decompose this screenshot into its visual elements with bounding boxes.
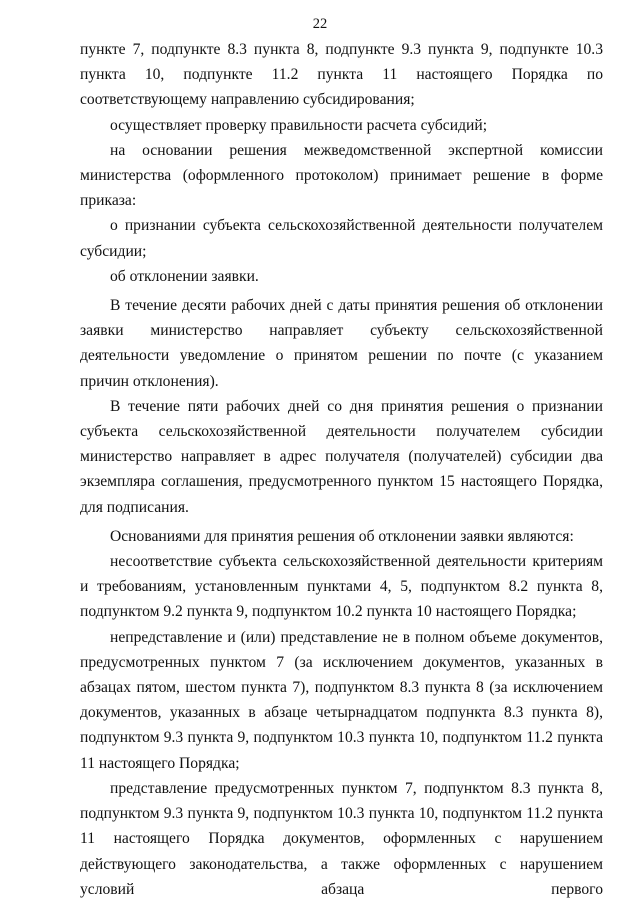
paragraph-continuation: пункте 7, подпункте 8.3 пункта 8, подпункте 9.3 пункта 9, подпункте 10.3 пункта 10, подпункте 11.2 пункта 11 настоящего Порядка по соответствующему направлению субсидирования; — [80, 41, 603, 109]
paragraph-commission-decision: на основании решения межведомственной экспертной комиссии министерства (оформленного протоколом) принимает решение в форме приказа: — [80, 141, 603, 210]
paragraph-rejection: об отклонении заявки. — [110, 267, 259, 285]
paragraph-verification: осуществляет проверку правильности расчета субсидий; — [110, 116, 488, 134]
page-number: 22 — [312, 16, 328, 32]
paragraph-recognition: о признании субъекта сельскохозяйственной деятельности получателем субсидии; — [80, 217, 603, 260]
paragraph-ground-improper-documents: представление предусмотренных пунктом 7, подпунктом 8.3 пункта 8, подпунктом 9.3 пункта 9, подпунктом 10.3 пункта 10, подпунктом 11.2 пункта 11 настоящего Порядка документов, оформленных с нарушением действующего законодательства, а также оформленных с нарушением условий абзаца первого — [80, 779, 603, 898]
paragraph-ground-missing-documents: непредставление и (или) представление не в полном объеме документов, предусмотренных пунктом 7 (за исключением документов, указанных в абзацах пятом, шестом пункта 7), подпунктом 8.3 пункта 8 (за исключением документов, указанных в абзаце четырнадцатом подпункта 8.3 пункта 8), подпунктом 9.3 пункта 9, подпунктом 10.3 пункта 10, подпунктом 11.2 пункта 11 настоящего Порядка; — [80, 628, 603, 772]
paragraph-agreement: В течение пяти рабочих дней со дня принятия решения о признании субъекта сельскохозяйственной деятельности получателем субсидии министерство направляет в адрес получателя (получателей) субсидии два экземпляра соглашения, предусмотренного пунктом 15 настоящего Порядка, для подписания. — [80, 397, 603, 516]
paragraph-rejection-notice: В течение десяти рабочих дней с даты принятия решения об отклонении заявки министерство направляет субъекту сельскохозяйственной деятельности уведомление о принятом решении по почте (с указанием причин отклонения). — [80, 297, 603, 390]
document-body — [80, 37, 603, 902]
paragraph-rejection-grounds: Основаниями для принятия решения об отклонении заявки являются: — [110, 527, 574, 545]
paragraph-ground-noncompliance: несоответствие субъекта сельскохозяйственной деятельности критериям и требованиям, установленным пунктами 4, 5, подпунктом 8.2 пункта 8, подпунктом 9.2 пункта 9, подпунктом 10.2 пункта 10 настоящего Порядка; — [80, 553, 603, 621]
